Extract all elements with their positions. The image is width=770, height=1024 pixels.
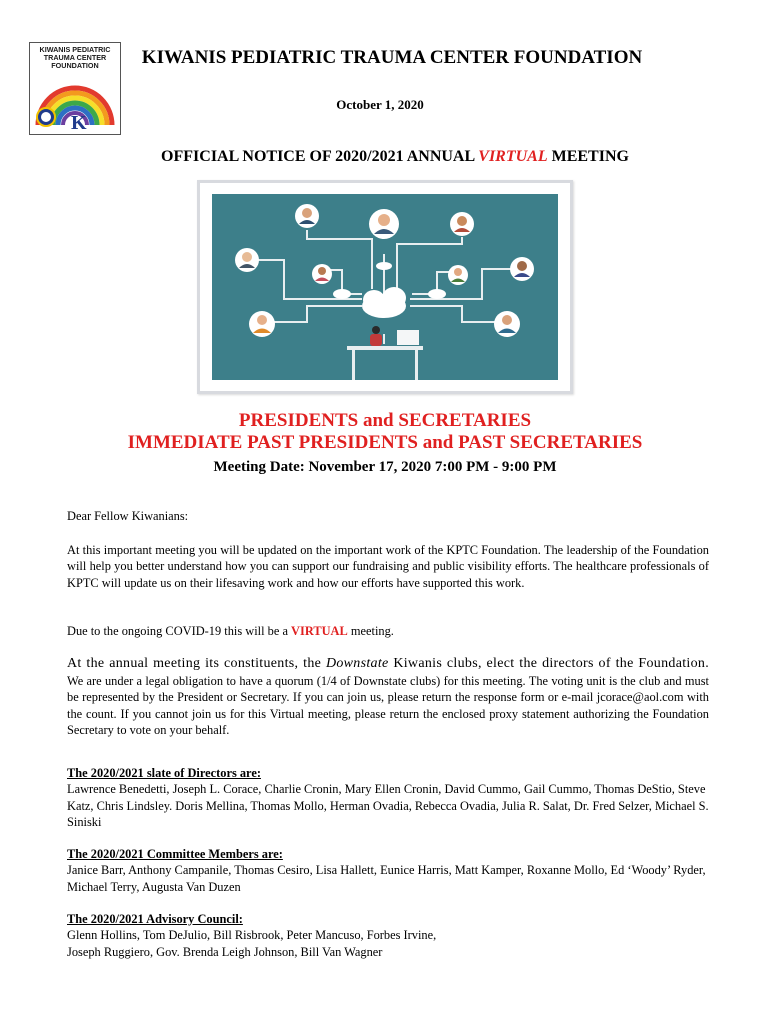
directors-names: Lawrence Benedetti, Joseph L. Corace, Charlie Cronin, Mary Ellen Cronin, David Cummo, Gail Cummo, Thomas DeStio, Steve Katz, Chris Lindsley. Doris Mellina, Thomas Mollo, Herman Ovadia, Rebecca Ovadia, Julia R. Salat, Dr. Fred Selzer, Michael S. Siniski [67, 782, 709, 830]
virtual-highlight-body: VIRTUAL [291, 624, 348, 638]
notice-title: OFFICIAL NOTICE OF 2020/2021 ANNUAL VIRTUAL MEETING [161, 148, 629, 165]
virtual-meeting-illustration [197, 180, 573, 394]
annual-meeting-paragraph: At the annual meeting its constituents, the Downstate Kiwanis clubs, elect the directors of the Foundation. We are under a legal obligation to have a quorum (1/4 of Downstate clubs) for this meeting. The voting unit is the club and must be represented by the President or Secretary. If you can join us, please return the response form or e-mail jcorace@aol.com with the count. If you cannot join us for this Virtual meeting, please return the enclosed proxy statement authorizing the Foundation Secretary to vote on your behalf. [67, 656, 709, 738]
committee-names: Janice Barr, Anthony Campanile, Thomas Cesiro, Lisa Hallett, Eunice Harris, Matt Kamper, Roxanne Mollo, Ed ‘Woody’ Ryder, Michael Terry, Augusta Van Duzen [67, 863, 706, 894]
advisory-heading: The 2020/2021 Advisory Council: [67, 912, 243, 926]
advisory-line-1: Glenn Hollins, Tom DeJulio, Bill Risbrook, Peter Mancuso, Forbes Irvine, [67, 928, 437, 943]
organization-title: KIWANIS PEDIATRIC TRAUMA CENTER FOUNDATION [141, 47, 643, 68]
logo-letter: K [71, 112, 87, 133]
notice-date: October 1, 2020 [336, 97, 424, 112]
advisory-line-2: Joseph Ruggiero, Gov. Brenda Leigh Johnson, Bill Van Wagner [67, 944, 383, 959]
greeting: Dear Fellow Kiwanians: [67, 509, 189, 523]
kiwanis-logo [29, 42, 121, 135]
committee-heading: The 2020/2021 Committee Members are: [67, 847, 283, 861]
directors-heading: The 2020/2021 slate of Directors are: [67, 766, 261, 780]
advisory-section [67, 911, 709, 960]
logo-text: KIWANIS PEDIATRIC TRAUMA CENTER FOUNDATION [39, 45, 111, 70]
network-people-image [212, 194, 558, 380]
meeting-date: Meeting Date: November 17, 2020 7:00 PM - 9:00 PM [213, 459, 557, 475]
covid-paragraph: Due to the ongoing COVID-19 this will be a VIRTUAL meeting. [67, 624, 394, 638]
virtual-highlight: VIRTUAL [478, 148, 548, 165]
rainbow-icon [30, 73, 120, 133]
intro-paragraph: At this important meeting you will be updated on the important work of the KPTC Foundation. The leadership of the Foundation will help you better understand how you can support our fundraising and public visibility efforts. The healthcare professionals of KPTC will update us on their lifesaving work and how our efforts have supported this work. [67, 543, 709, 590]
audience-line-2: IMMEDIATE PAST PRESIDENTS and PAST SECRETARIES [127, 432, 643, 453]
audience-line-1: PRESIDENTS and SECRETARIES [238, 410, 532, 431]
directors-section [67, 765, 709, 831]
committee-section [67, 846, 709, 895]
